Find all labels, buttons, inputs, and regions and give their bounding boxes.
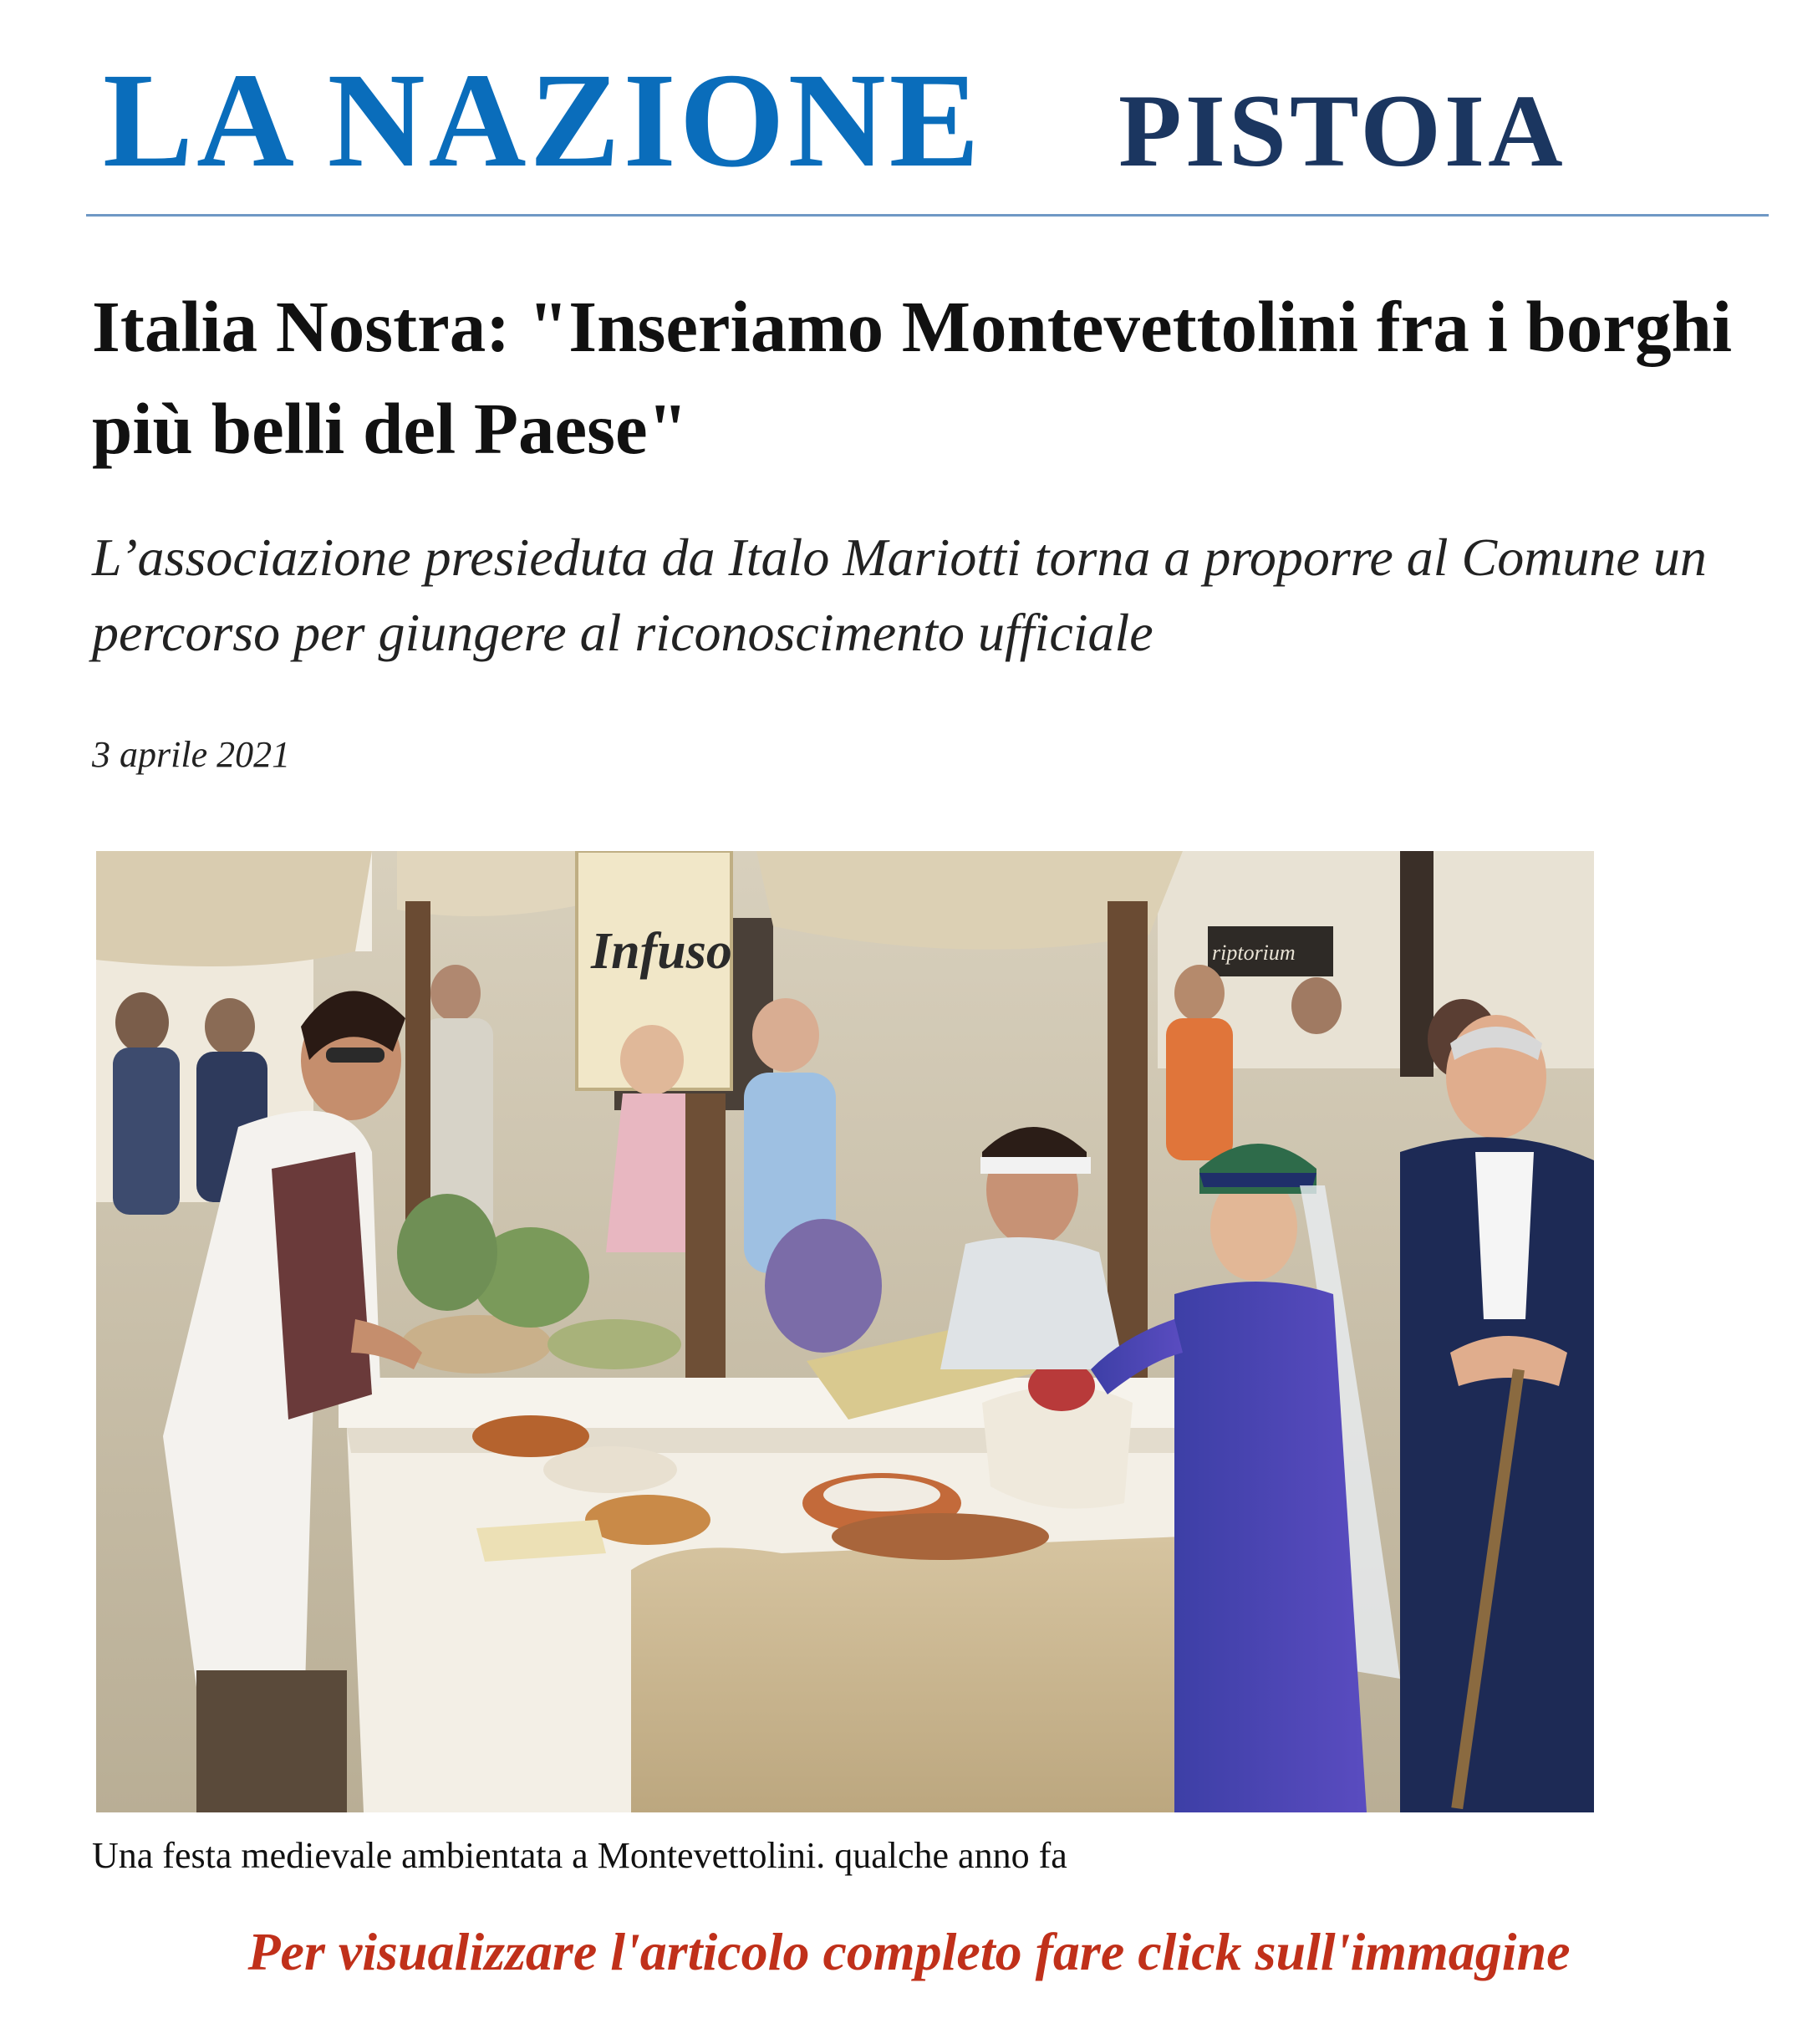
article-subtitle: L’associazione presieduta da Italo Mariotti torna a proporre al Comune un percorso per giungere al riconoscimento ufficiale <box>92 528 1707 662</box>
masthead-logo <box>103 46 1691 196</box>
masthead-divider <box>86 214 1769 217</box>
photo-caption: Una festa medievale ambientata a Montevettolini. qualche anno fa <box>92 1835 1067 1876</box>
article-photo[interactable] <box>96 851 1594 1812</box>
read-full-article-link[interactable]: Per visualizzare l'articolo completo fare click sull'immagine <box>247 1922 1571 1981</box>
infuso-sign-text: Infuso <box>591 923 732 980</box>
article-title: Italia Nostra: "Inseriamo Montevettolini fra i borghi più belli del Paese" <box>92 286 1733 469</box>
article-date: 3 aprile 2021 <box>92 734 291 775</box>
masthead-city: PISTOIA <box>1118 74 1566 188</box>
masthead-brand: LA NAZIONE <box>103 46 983 196</box>
scriptorium-sign-text: riptorium <box>1212 940 1296 965</box>
